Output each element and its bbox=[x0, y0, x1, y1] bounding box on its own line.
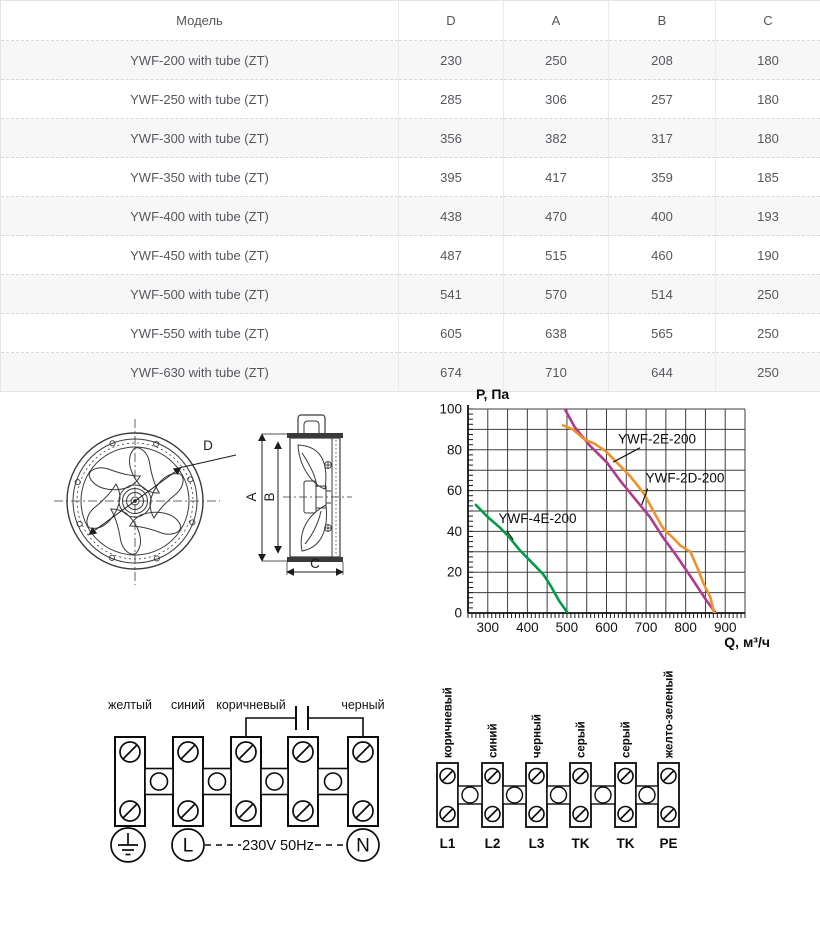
dim-b-cell: 257 bbox=[609, 80, 716, 119]
y-tick-label: 60 bbox=[446, 483, 462, 499]
model-cell: YWF-250 with tube (ZT) bbox=[1, 80, 399, 119]
dim-b-cell: 514 bbox=[609, 275, 716, 314]
y-tick-label: 0 bbox=[454, 605, 462, 621]
table-row bbox=[1, 41, 820, 80]
model-cell: YWF-450 with tube (ZT) bbox=[1, 236, 399, 275]
dim-d-cell: 438 bbox=[399, 197, 504, 236]
fan-dimensional-drawing bbox=[40, 395, 370, 630]
table-row bbox=[1, 80, 820, 119]
dim-d-cell: 230 bbox=[399, 41, 504, 80]
x-tick-label: 500 bbox=[555, 620, 579, 635]
dimension-b-label: B bbox=[262, 492, 277, 502]
dim-a-cell: 250 bbox=[504, 41, 609, 80]
dim-d-cell: 541 bbox=[399, 275, 504, 314]
terminal-label-l1: L1 bbox=[439, 836, 456, 851]
terminal-blocks bbox=[437, 763, 679, 827]
wire-label-blue: синий bbox=[487, 723, 500, 758]
model-cell: YWF-400 with tube (ZT) bbox=[1, 197, 399, 236]
curve-YWF-2E-200 bbox=[563, 425, 714, 613]
dim-b-cell: 565 bbox=[609, 314, 716, 353]
y-tick-label: 100 bbox=[439, 401, 462, 417]
model-cell: YWF-200 with tube (ZT) bbox=[1, 41, 399, 80]
dim-a-cell: 417 bbox=[504, 158, 609, 197]
dim-a-cell: 382 bbox=[504, 119, 609, 158]
dim-b-cell: 644 bbox=[609, 353, 716, 392]
dim-c-cell: 250 bbox=[716, 314, 820, 353]
wire-label-brown: коричневый bbox=[216, 698, 286, 712]
terminal-label-l2: L2 bbox=[484, 836, 501, 851]
dim-a-cell: 638 bbox=[504, 314, 609, 353]
dim-a-cell: 515 bbox=[504, 236, 609, 275]
x-tick-label: 900 bbox=[713, 620, 737, 635]
terminal-label-tk2: TK bbox=[616, 836, 635, 851]
dim-b-cell: 208 bbox=[609, 41, 716, 80]
x-tick-label: 700 bbox=[634, 620, 658, 635]
y-tick-label: 20 bbox=[446, 564, 462, 580]
curve-label: YWF-2D-200 bbox=[645, 470, 725, 486]
table-row bbox=[1, 197, 820, 236]
neutral-label: N bbox=[356, 835, 370, 857]
wire-label-yellow: желтый bbox=[108, 698, 152, 712]
table-row bbox=[1, 275, 820, 314]
curve-label: YWF-4E-200 bbox=[498, 511, 577, 527]
header-cell-c: C bbox=[716, 1, 820, 41]
voltage-label: 230V 50Hz bbox=[242, 838, 314, 854]
spec-table-header-row bbox=[1, 1, 820, 41]
x-tick-label: 300 bbox=[476, 620, 500, 635]
dim-c-cell: 250 bbox=[716, 353, 820, 392]
dim-c-cell: 180 bbox=[716, 41, 820, 80]
x-tick-label: 600 bbox=[595, 620, 618, 635]
dimension-d-label: D bbox=[203, 438, 213, 453]
dim-c-cell: 185 bbox=[716, 158, 820, 197]
dim-d-cell: 356 bbox=[399, 119, 504, 158]
terminal-label-pe: PE bbox=[659, 836, 678, 851]
wire-label-blue: синий bbox=[170, 698, 206, 712]
performance-chart bbox=[432, 385, 820, 663]
dim-a-cell: 570 bbox=[504, 275, 609, 314]
dim-b-cell: 460 bbox=[609, 236, 716, 275]
model-cell: YWF-550 with tube (ZT) bbox=[1, 314, 399, 353]
wire-label-grey-1: серый bbox=[575, 721, 588, 758]
dim-d-cell: 395 bbox=[399, 158, 504, 197]
dim-c-cell: 190 bbox=[716, 236, 820, 275]
wiring-diagram-single-phase bbox=[80, 688, 410, 873]
side-blades bbox=[298, 445, 327, 551]
terminal-label-tk1: TK bbox=[571, 836, 590, 851]
x-tick-label: 400 bbox=[516, 620, 539, 635]
dim-a-cell: 470 bbox=[504, 197, 609, 236]
dimension-a-label: A bbox=[244, 492, 259, 502]
header-cell-a: A bbox=[504, 1, 609, 41]
fan-front-view bbox=[54, 419, 236, 585]
x-axis-title: Q, м³/ч bbox=[724, 634, 770, 650]
header-cell-b: B bbox=[609, 1, 716, 41]
dim-c-cell: 180 bbox=[716, 119, 820, 158]
table-row bbox=[1, 314, 820, 353]
earth-ground-icon bbox=[111, 828, 145, 862]
y-tick-label: 80 bbox=[446, 442, 462, 458]
wire-label-black: черный bbox=[341, 698, 385, 712]
wire-label-grey-2: серый bbox=[620, 721, 633, 758]
table-row bbox=[1, 236, 820, 275]
table-row bbox=[1, 119, 820, 158]
neutral-terminal bbox=[347, 829, 379, 861]
x-tick-label: 800 bbox=[674, 620, 697, 635]
dim-a-cell: 710 bbox=[504, 353, 609, 392]
dimension-d bbox=[89, 455, 236, 535]
terminal-label-l3: L3 bbox=[528, 836, 545, 851]
curve-annotations bbox=[498, 432, 724, 540]
header-cell-model: Модель bbox=[1, 1, 399, 41]
dim-d-cell: 605 bbox=[399, 314, 504, 353]
y-tick-label: 40 bbox=[446, 523, 462, 539]
wiring-diagram-three-phase bbox=[420, 665, 712, 860]
spec-table bbox=[0, 0, 820, 392]
model-cell: YWF-630 with tube (ZT) bbox=[1, 353, 399, 392]
wire-label-black: черный bbox=[531, 714, 544, 758]
fan-side-view bbox=[244, 415, 352, 575]
header-cell-d: D bbox=[399, 1, 504, 41]
curve-label: YWF-2E-200 bbox=[617, 431, 697, 447]
table-row bbox=[1, 158, 820, 197]
wire-label-brown: коричневый bbox=[442, 687, 455, 758]
model-cell: YWF-350 with tube (ZT) bbox=[1, 158, 399, 197]
model-cell: YWF-300 with tube (ZT) bbox=[1, 119, 399, 158]
dim-c-cell: 180 bbox=[716, 80, 820, 119]
spec-table-body bbox=[1, 41, 820, 392]
dim-c-cell: 193 bbox=[716, 197, 820, 236]
dim-c-cell: 250 bbox=[716, 275, 820, 314]
dim-b-cell: 359 bbox=[609, 158, 716, 197]
dim-d-cell: 674 bbox=[399, 353, 504, 392]
dim-d-cell: 285 bbox=[399, 80, 504, 119]
wire-label-yellow-green: желто-зеленый bbox=[663, 670, 676, 758]
model-cell: YWF-500 with tube (ZT) bbox=[1, 275, 399, 314]
dimension-c-label: C bbox=[310, 556, 320, 571]
dim-a-cell: 306 bbox=[504, 80, 609, 119]
phase-terminal bbox=[172, 829, 204, 861]
phase-label: L bbox=[182, 835, 194, 857]
dim-d-cell: 487 bbox=[399, 236, 504, 275]
dim-b-cell: 400 bbox=[609, 197, 716, 236]
y-axis-title: P, Па bbox=[476, 386, 510, 402]
dim-b-cell: 317 bbox=[609, 119, 716, 158]
